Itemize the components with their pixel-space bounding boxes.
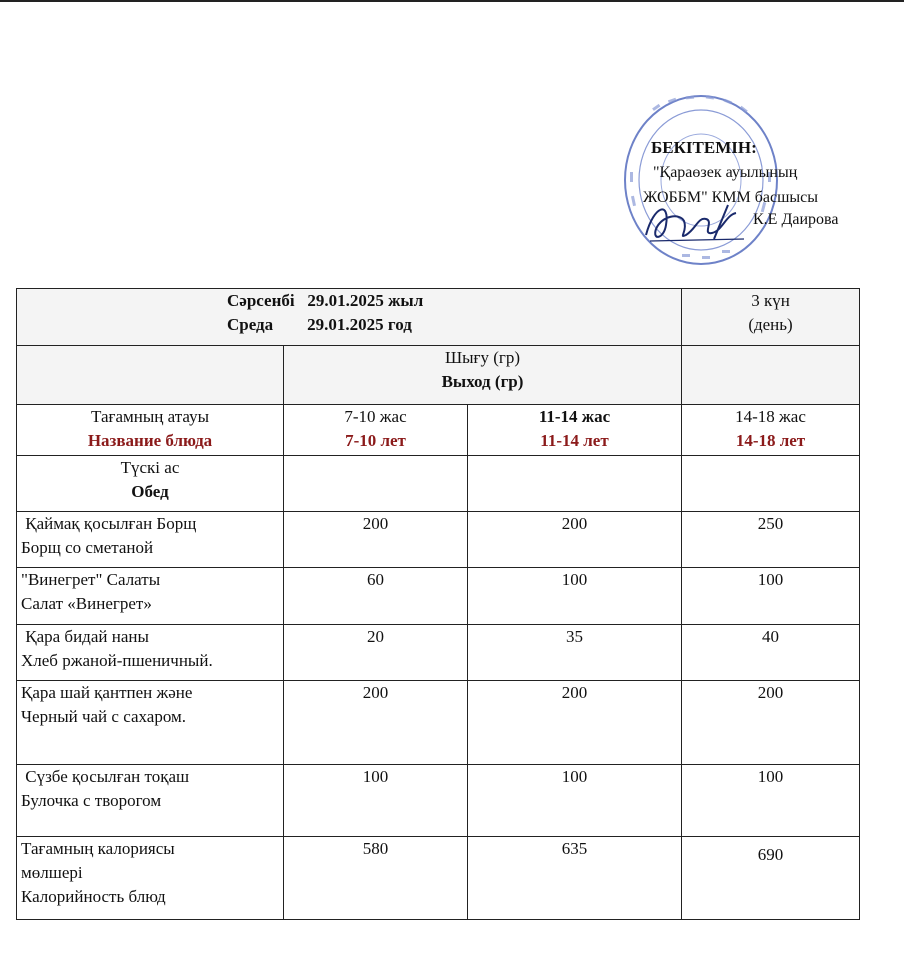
calories-7-10: 580 [284,837,468,920]
dish-ru: Хлеб ржаной-пшеничный. [21,651,213,670]
dish-kz: Қара бидай наны [21,627,149,646]
empty-cell [682,346,860,405]
empty-cell [468,456,682,512]
table-row [17,681,860,765]
dish-kz: Қара шай қантпен және [21,683,193,702]
menu-table [16,288,860,920]
date-kz: 29.01.2025 жыл [307,291,424,310]
value-11-14: 200 [468,681,682,765]
dish-name-ru: Название блюда [87,431,213,450]
meal-kz: Түскі ас [120,458,180,477]
day-number-kz: 3 күн [751,291,790,310]
dish-ru: Булочка с творогом [21,791,162,810]
value-14-18: 250 [682,512,860,568]
calories-ru: Калорийность блюд [21,887,166,906]
column-header-row [17,405,860,456]
table-row [17,568,860,625]
dish-kz: Қаймақ қосылған Борщ [21,514,197,533]
value-14-18: 40 [682,625,860,681]
empty-cell [17,346,284,405]
dish-name-kz: Тағамның атауы [91,407,209,426]
calories-label-cell [17,837,284,920]
dish-name-header [17,405,284,456]
output-header-row [17,346,860,405]
dish-ru: Борщ со сметаной [21,538,154,557]
date-ru: 29.01.2025 год [307,315,412,334]
table-row [17,512,860,568]
dish-cell [17,681,284,765]
calories-11-14: 635 [468,837,682,920]
output-ru: Выход (гр) [441,372,524,391]
dish-ru: Черный чай с сахаром. [21,707,187,726]
age-11-14-kz: 11-14 жас [538,407,611,426]
approval-title: БЕКІТЕМІН: [651,138,757,157]
approval-school-line-1: "Қараөзек ауылының [653,164,798,181]
value-7-10: 60 [284,568,468,625]
output-kz: Шығу (гр) [444,348,521,367]
meal-cell [17,456,284,512]
dish-kz: "Винегрет" Салаты [21,570,161,589]
empty-cell [682,456,860,512]
calories-row [17,837,860,920]
approval-school-line-2: ЖОББМ" КММ басшысы [643,189,819,206]
value-7-10: 200 [284,681,468,765]
day-number-cell [682,289,860,346]
calories-14-18: 690 [682,837,860,920]
meal-row [17,456,860,512]
age-7-10-header [284,405,468,456]
header-date-row [17,289,860,346]
value-7-10: 100 [284,765,468,837]
day-ru: Среда [227,315,274,334]
dish-cell [17,765,284,837]
value-14-18: 100 [682,568,860,625]
dish-ru: Салат «Винегрет» [21,594,152,613]
age-14-18-header [682,405,860,456]
age-7-10-kz: 7-10 жас [344,407,407,426]
output-cell [284,346,682,405]
table-row [17,765,860,837]
meal-ru: Обед [131,482,169,501]
dish-cell [17,625,284,681]
value-11-14: 100 [468,765,682,837]
day-number-ru: (день) [748,315,793,334]
value-7-10: 20 [284,625,468,681]
value-11-14: 100 [468,568,682,625]
approval-block [0,0,904,290]
calories-kz-2: мөлшері [21,863,83,882]
dish-cell [17,512,284,568]
approval-director-name: К.Е Даирова [753,211,839,228]
value-14-18: 100 [682,765,860,837]
dish-kz: Сүзбе қосылған тоқаш [21,767,190,786]
dish-cell [17,568,284,625]
date-cell [17,289,682,346]
value-14-18: 200 [682,681,860,765]
age-11-14-ru: 11-14 лет [540,431,609,450]
age-14-18-ru: 14-18 лет [735,431,806,450]
value-11-14: 35 [468,625,682,681]
value-7-10: 200 [284,512,468,568]
day-kz: Сәрсенбі [227,291,295,310]
age-14-18-kz: 14-18 жас [735,407,806,426]
age-11-14-header [468,405,682,456]
table-row [17,625,860,681]
value-11-14: 200 [468,512,682,568]
empty-cell [284,456,468,512]
age-7-10-ru: 7-10 лет [345,431,406,450]
calories-kz-1: Тағамның калориясы [21,839,175,858]
